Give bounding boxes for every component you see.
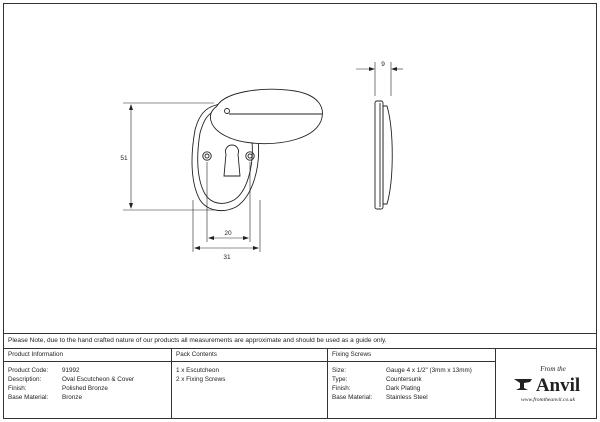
screw-hole-right [246, 152, 254, 160]
product-code-row [4, 366, 171, 375]
product-information-title: Product Information [4, 349, 171, 362]
side-view-plate [375, 101, 383, 209]
keyhole [224, 145, 240, 176]
row-label: Base Material: [332, 394, 373, 401]
escutcheon-cover [210, 89, 322, 143]
screw-size-row [328, 366, 495, 375]
inner-width-dimension-label: 20 [224, 230, 232, 237]
row-label: Finish: [8, 385, 27, 392]
logo-brand: Anvil [535, 375, 581, 396]
row-value: Oval Escutcheon & Cover [62, 376, 135, 383]
depth-dimension-label: 9 [381, 61, 385, 68]
pack-contents-panel [172, 349, 328, 419]
from-the-anvil-logo [496, 349, 596, 419]
outer-width-dimension-label: 31 [223, 254, 231, 261]
screw-base-material-row [328, 393, 495, 402]
row-value: Gauge 4 x 1/2" (3mm x 13mm) [386, 367, 472, 374]
anvil-icon [514, 379, 532, 390]
screw-type-row [328, 375, 495, 384]
screw-hole-left [203, 152, 211, 160]
pack-contents-title: Pack Contents [172, 349, 327, 362]
side-view-cover [383, 106, 392, 204]
row-value: Countersunk [386, 376, 422, 383]
disclaimer-note: Please Note, due to the hand crafted nature of our products all measurements are approximate and should be used as a guide only. [4, 333, 596, 349]
row-value: Polished Bronze [62, 385, 108, 392]
row-value: Stainless Steel [386, 394, 428, 401]
row-label: Type: [332, 376, 348, 383]
fixing-screws-title: Fixing Screws [328, 349, 495, 362]
finish-row [4, 384, 171, 393]
row-value: Dark Plating [386, 385, 421, 392]
logo-from-the: From the [540, 365, 566, 373]
height-dimension-label: 51 [120, 155, 128, 162]
base-material-row [4, 393, 171, 402]
row-label: Size: [332, 367, 346, 374]
pack-item: 2 x Fixing Screws [176, 376, 226, 383]
product-information-panel [4, 349, 172, 419]
row-value: Bronze [62, 394, 82, 401]
pack-item: 1 x Escutcheon [176, 367, 220, 374]
row-label: Description: [8, 376, 42, 383]
screw-finish-row [328, 384, 495, 393]
row-label: Base Material: [8, 394, 49, 401]
row-label: Product Code: [8, 367, 49, 374]
row-value: 91992 [62, 367, 80, 374]
description-row [4, 375, 171, 384]
logo-url: www.fromtheanvil.co.uk [521, 397, 575, 403]
row-label: Finish: [332, 385, 351, 392]
fixing-screws-panel [328, 349, 496, 419]
